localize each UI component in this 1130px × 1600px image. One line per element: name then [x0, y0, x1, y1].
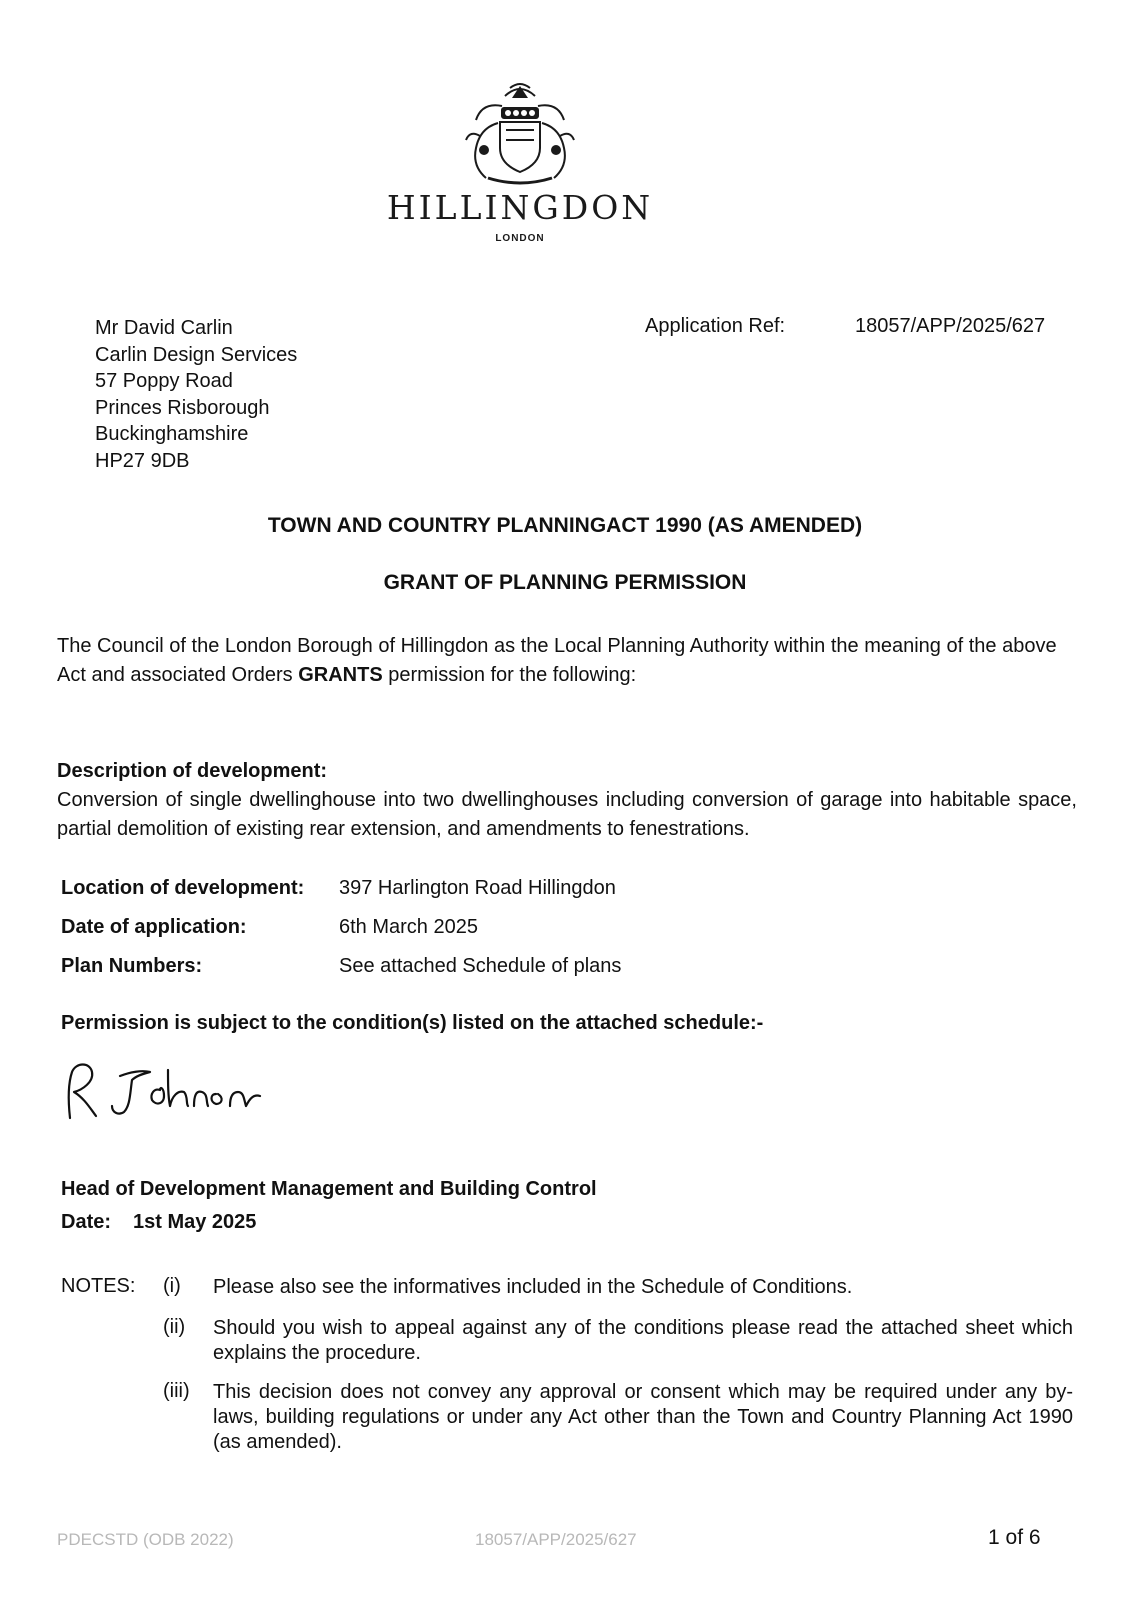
note-number: (i) [163, 1275, 181, 1297]
intro-paragraph [57, 632, 1077, 690]
signatory-title: Head of Development Management and Building Control [61, 1178, 597, 1200]
signature-icon [60, 1050, 270, 1125]
address-line: Buckinghamshire [95, 423, 249, 445]
permission-note: Permission is subject to the condition(s) listed on the attached schedule:- [61, 1012, 764, 1034]
logo-wordmark: HILLINGDON [386, 188, 654, 227]
plan-numbers-value: See attached Schedule of plans [339, 955, 622, 977]
address-line: Mr David Carlin [95, 317, 233, 339]
application-ref-value: 18057/APP/2025/627 [855, 315, 1046, 337]
description-label: Description of development: [57, 760, 328, 782]
decision-date-value: 1st May 2025 [133, 1211, 257, 1233]
application-date-value: 6th March 2025 [339, 916, 478, 938]
council-logo [380, 78, 680, 248]
note-number: (iii) [163, 1380, 190, 1402]
application-ref-label: Application Ref: [645, 315, 786, 337]
note-text: Please also see the informatives included in the Schedule of Conditions. [213, 1276, 853, 1298]
location-label: Location of development: [61, 877, 305, 899]
footer-reference: 18057/APP/2025/627 [475, 1530, 637, 1549]
address-line: Carlin Design Services [95, 343, 298, 366]
address-line: 57 Poppy Road [95, 370, 233, 392]
grant-heading: GRANT OF PLANNING PERMISSION [383, 571, 747, 594]
address-line: HP27 9DB [95, 449, 190, 472]
address-line: Princes Risborough [95, 396, 270, 419]
intro-text-end: permission for the following: [382, 664, 637, 686]
intro-text: The Council of the London Borough of Hillingdon as the Local Planning Authority within the meaning of the above Act and associated Orders [57, 635, 1057, 686]
plan-numbers-label: Plan Numbers: [61, 955, 203, 977]
logo-subtitle: LONDON [495, 233, 545, 244]
act-heading: TOWN AND COUNTRY PLANNINGACT 1990 (AS AMENDED) [267, 514, 863, 537]
decision-date-label: Date: [61, 1211, 112, 1233]
application-date-label: Date of application: [61, 916, 247, 938]
signature [60, 1050, 270, 1125]
description-text: Conversion of single dwellinghouse into two dwellinghouses including conversion of garage into habitable space, partial demolition of existing rear extension, and amendments to fenestrations. [57, 789, 1077, 840]
intro-grants: GRANTS [298, 664, 383, 686]
note-text: Should you wish to appeal against any of the conditions please read the attached sheet which explains the procedure. [213, 1317, 1073, 1364]
recipient-address [95, 315, 297, 474]
note-number: (ii) [163, 1316, 186, 1338]
notes-label: NOTES: [61, 1275, 136, 1297]
note-text: This decision does not convey any approval or consent which may be required under any by-laws, building regulations or under any Act other than the Town and Country Planning Act 1990 (as amended). [213, 1381, 1073, 1453]
location-value: 397 Harlington Road Hillingdon [339, 877, 616, 899]
coat-of-arms-icon [380, 78, 660, 188]
page-number: 1 of 6 [988, 1526, 1041, 1549]
footer-form-code: PDECSTD (ODB 2022) [57, 1530, 234, 1549]
